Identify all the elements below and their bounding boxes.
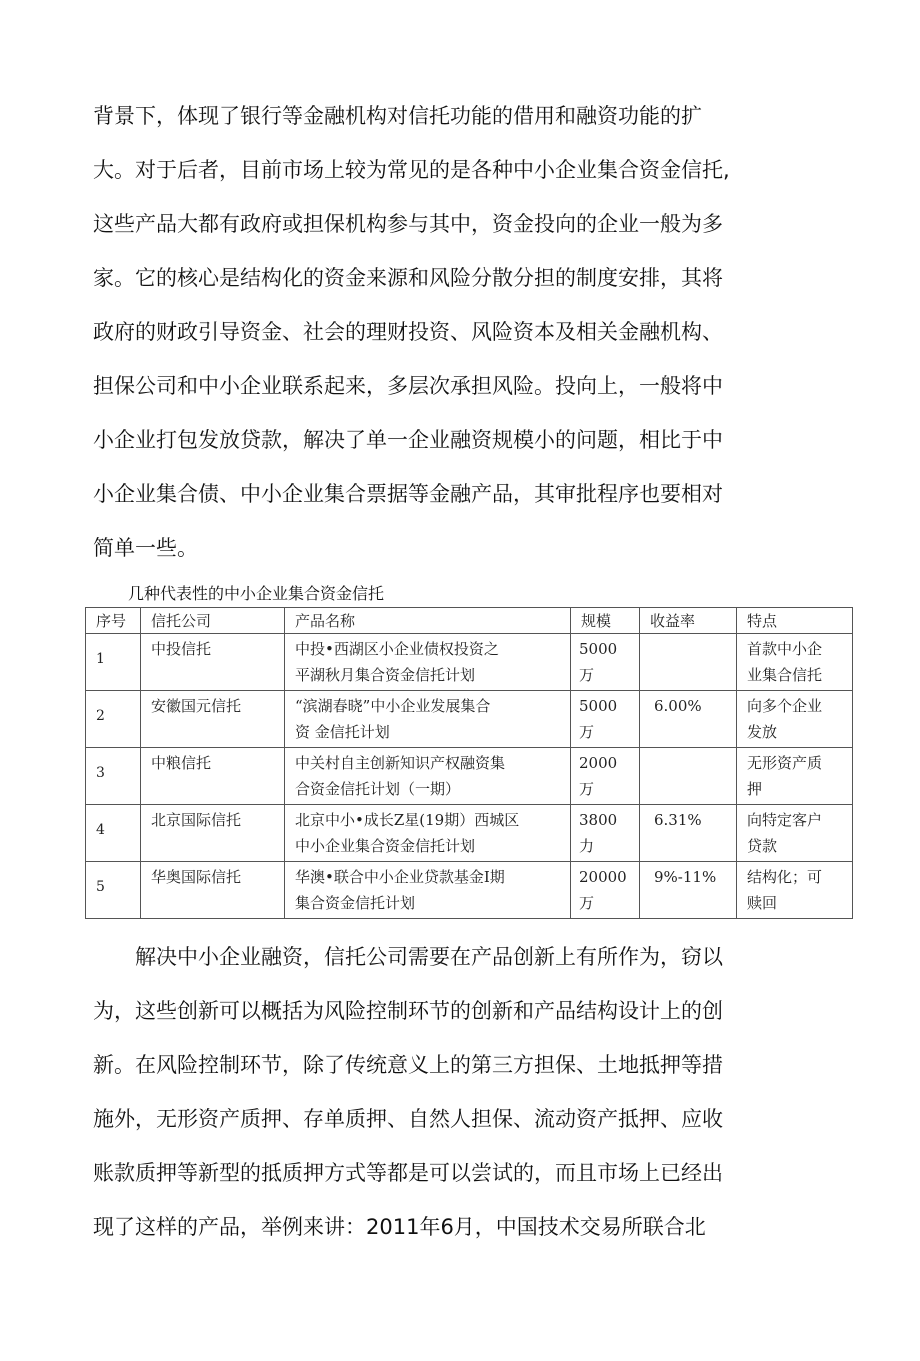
- cell-scale: [571, 862, 640, 919]
- cell-line: 5000: [579, 640, 618, 658]
- cell-index: 5: [86, 862, 141, 919]
- cell-line: 华澳•联合中小企业贷款基金I期: [295, 868, 505, 886]
- text-line: 账款质押等新型的抵质押方式等都是可以尝试的，而且市场上已经出: [93, 1161, 723, 1185]
- text-line: 简单一些。: [93, 536, 198, 560]
- cell-index: 4: [86, 805, 141, 862]
- cell-line: 20000: [579, 868, 627, 886]
- cell-line: 平湖秋月集合资金信托计划: [295, 666, 476, 684]
- cell-company: 华奥国际信托: [141, 862, 285, 919]
- cell-scale: [571, 805, 640, 862]
- body-paragraph-2: [93, 930, 793, 1254]
- text-line: 解决中小企业融资，信托公司需要在产品创新上有所作为，窃以: [93, 945, 723, 969]
- cell-rate: 9%-11%: [640, 862, 737, 919]
- cell-rate: [640, 748, 737, 805]
- cell-product: [285, 634, 571, 691]
- cell-rate: 6.31%: [640, 805, 737, 862]
- cell-product: [285, 748, 571, 805]
- cell-line: 3800: [579, 811, 618, 829]
- cell-line: 合资金信托计划（一期）: [295, 780, 461, 798]
- table-row: [86, 691, 853, 748]
- table-row: [86, 634, 853, 691]
- cell-company: 北京国际信托: [141, 805, 285, 862]
- cell-line: 首款中小企: [747, 640, 823, 658]
- cell-rate: 6.00%: [640, 691, 737, 748]
- cell-company: 中投信托: [141, 634, 285, 691]
- header-cell-index: 序号: [86, 608, 141, 634]
- cell-scale: [571, 634, 640, 691]
- cell-line: 发放: [747, 723, 778, 741]
- cell-line: 向多个企业: [747, 697, 823, 715]
- cell-line: 5000: [579, 697, 618, 715]
- cell-line: 向特定客户: [747, 811, 823, 829]
- cell-line: 贷款: [747, 837, 778, 855]
- table-row: [86, 862, 853, 919]
- cell-line: 万: [579, 780, 595, 798]
- cell-line: 集合资金信托计划: [295, 894, 416, 912]
- cell-scale: [571, 691, 640, 748]
- cell-line: 力: [579, 837, 595, 855]
- header-cell-company: 信托公司: [141, 608, 285, 634]
- cell-line: 中关村自主创新知识产权融资集: [295, 754, 506, 772]
- cell-line: 中小企业集合资金信托计划: [295, 837, 476, 855]
- cell-rate: [640, 634, 737, 691]
- cell-line: 资 金信托计划: [295, 723, 390, 741]
- body-paragraph-1: [93, 89, 793, 575]
- text-line: 为，这些创新可以概括为风险控制环节的创新和产品结构设计上的创: [93, 999, 723, 1023]
- cell-product: [285, 862, 571, 919]
- text-line: 新。在风险控制环节，除了传统意义上的第三方担保、土地抵押等措: [93, 1053, 723, 1077]
- cell-line: 万: [579, 894, 595, 912]
- text-line: 大。对于后者，目前市场上较为常见的是各种中小企业集合资金信托,: [93, 158, 730, 182]
- cell-line: 北京中小•成长Z星(19期）西城区: [295, 811, 520, 829]
- cell-index: 3: [86, 748, 141, 805]
- cell-line: 押: [747, 780, 763, 798]
- text-line: 现了这样的产品，举例来讲：2011年6月，中国技术交易所联合北: [93, 1215, 706, 1239]
- cell-feature: [737, 748, 853, 805]
- cell-product: [285, 691, 571, 748]
- text-line: 小企业集合债、中小企业集合票据等金融产品，其审批程序也要相对: [93, 482, 723, 506]
- cell-line: 万: [579, 666, 595, 684]
- cell-line: 结构化；可: [747, 868, 823, 886]
- table-caption: 几种代表性的中小企业集合资金信托: [128, 584, 385, 603]
- table-header-row: [86, 608, 853, 634]
- cell-feature: [737, 862, 853, 919]
- trust-products-table: [85, 607, 853, 919]
- header-cell-scale: 规模: [571, 608, 640, 634]
- cell-company: 安徽国元信托: [141, 691, 285, 748]
- text-line: 这些产品大都有政府或担保机构参与其中，资金投向的企业一般为多: [93, 212, 723, 236]
- cell-line: 赎回: [747, 894, 778, 912]
- table-row: [86, 748, 853, 805]
- cell-line: 中投•西湖区小企业债权投资之: [295, 640, 499, 658]
- cell-line: 业集合信托: [747, 666, 823, 684]
- cell-company: 中粮信托: [141, 748, 285, 805]
- table-row: [86, 805, 853, 862]
- header-cell-feature: 特点: [737, 608, 853, 634]
- cell-line: “滨湖春晓”中小企业发展集合: [295, 697, 491, 715]
- cell-line: 无形资产质: [747, 754, 823, 772]
- text-line: 担保公司和中小企业联系起来，多层次承担风险。投向上，一般将中: [93, 374, 723, 398]
- text-line: 政府的财政引导资金、社会的理财投资、风险资本及相关金融机构、: [93, 320, 723, 344]
- text-line: 背景下，体现了银行等金融机构对信托功能的借用和融资功能的扩: [93, 104, 702, 128]
- cell-index: 1: [86, 634, 141, 691]
- cell-line: 万: [579, 723, 595, 741]
- header-cell-product: 产品名称: [285, 608, 571, 634]
- text-line: 施外，无形资产质押、存单质押、自然人担保、流动资产抵押、应收: [93, 1107, 723, 1131]
- text-line: 家。它的核心是结构化的资金来源和风险分散分担的制度安排，其将: [93, 266, 723, 290]
- cell-index: 2: [86, 691, 141, 748]
- cell-product: [285, 805, 571, 862]
- header-cell-rate: 收益率: [640, 608, 737, 634]
- cell-feature: [737, 691, 853, 748]
- cell-feature: [737, 805, 853, 862]
- cell-feature: [737, 634, 853, 691]
- text-line: 小企业打包发放贷款，解决了单一企业融资规模小的问题，相比于中: [93, 428, 723, 452]
- cell-line: 2000: [579, 754, 618, 772]
- cell-scale: [571, 748, 640, 805]
